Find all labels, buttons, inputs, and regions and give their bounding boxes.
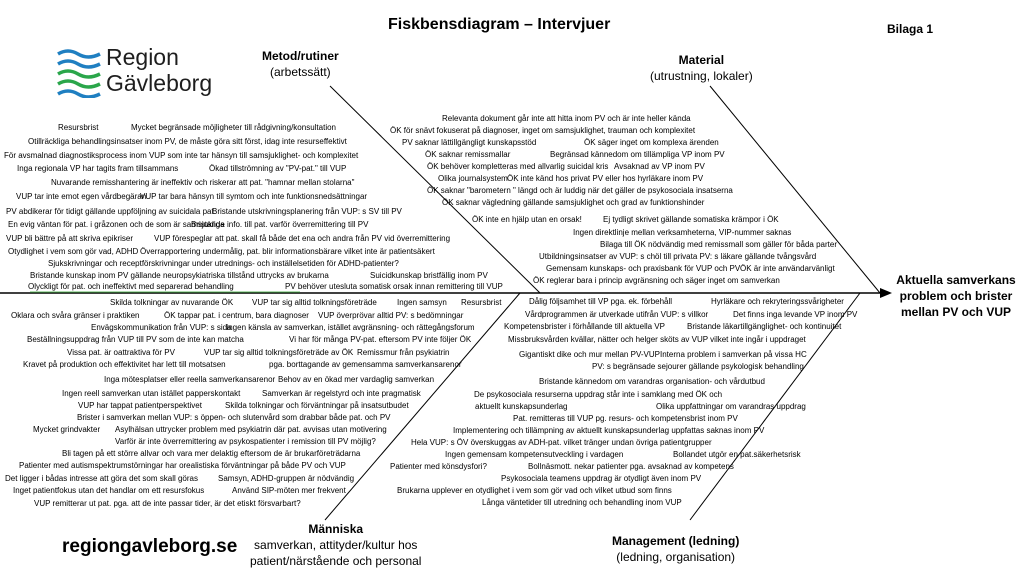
cause-people: Inget patientfokus utan det handlar om ett resursfokus (13, 486, 205, 495)
cause-people: Ingen reell samverkan utan istället papperskontakt (62, 389, 241, 398)
cause-people: Brister i samverkan mellan VUP: s öppen- och slutenvård som drabbar både pat. och PV (77, 413, 391, 422)
cause-people: pga. borttagande av gemensamma samverkansarenor (269, 360, 462, 369)
cause-people: Asylhälsan uttrycker problem med psykiatrin där pat. avvisas utan motivering (115, 425, 387, 434)
category-sub-2: patient/närstående och personal (250, 554, 422, 568)
cause-people: Remissmur från psykiatrin (357, 348, 450, 357)
cause-people: Beställningsuppdrag från VUP till PV som de inte kan matcha (27, 335, 244, 344)
cause-management: Vårdprogrammen är utverkade utifrån VUP: s villkor (525, 310, 709, 319)
cause-people: Vi har för många PV-pat. eftersom PV inte följer ÖK (289, 335, 472, 344)
cause-material: Olika journalsystem (438, 174, 508, 183)
cause-people: ÖK tappar pat. i centrum, bara diagnoser (164, 311, 309, 320)
cause-material: Gemensam kunskaps- och praxisbank för VUP och PV (546, 264, 741, 273)
cause-material: Bilaga till ÖK nödvändig med remissmall som gäller för båda parter (600, 240, 837, 249)
cause-material: Begränsad kännedom om tillämpliga VP inom PV (550, 150, 725, 159)
cause-material: ÖK säger inget om komplexa ärenden (584, 138, 719, 147)
cause-people: Varför är inte överremittering av psykospatienter i remission till PV möjlig? (115, 437, 376, 446)
cause-material: ÖK behöver kompletteras med allvarlig suicidal kris (427, 162, 609, 171)
cause-method: Otillräckliga behandlingsinsatser inom PV, de måste göra sitt först, idag inte resurseffektivt (28, 137, 347, 146)
attachment-label: Bilaga 1 (887, 22, 934, 36)
cause-method: VUP tar bara hänsyn till symtom och inte funktionsnedsättningar (140, 192, 368, 201)
cause-people: Resursbrist (461, 298, 502, 307)
cause-method: Bristande utskrivningsplanering från VUP: s SV till PV (212, 207, 402, 216)
cause-method: En evig väntan för pat. i gråzonen och de som är samsjukliga (8, 220, 225, 229)
cause-management: Patienter med könsdysfori? (390, 462, 487, 471)
cause-people: Skilda tolkningar och förväntningar på insatsutbudet (225, 401, 409, 410)
cause-method: Bristande info. till pat. varför överremittering till PV (191, 220, 369, 229)
cause-material: ÖK för snävt fokuserat på diagnoser, inget om samsjuklighet, trauman och komplexitet (390, 126, 696, 135)
cause-people: Skilda tolkningar av nuvarande ÖK (110, 298, 234, 307)
cause-people: Inga mötesplatser eller reella samverkansarenor (104, 375, 276, 384)
cause-material: ÖK är inte användarvänligt (740, 264, 835, 273)
cause-people: Behov av en ökad mer vardaglig samverkan (278, 375, 435, 384)
diagram-title: Fiskbensdiagram – Intervjuer (388, 16, 611, 33)
cause-management: Psykosociala teamens uppdrag är otydligt även inom PV (501, 474, 702, 483)
cause-people: VUP överprövar alltid PV: s bedömningar (318, 311, 464, 320)
cause-management: Bollnäsmott. nekar patienter pga. avsaknad av kompetens (528, 462, 734, 471)
cause-management: aktuellt kunskapsunderlag (475, 402, 568, 411)
cause-method: Inga regionala VP har tagits fram tillsammans (17, 164, 179, 173)
cause-material: ÖK saknar vägledning gällande samsjuklighet och grad av funktionshinder (442, 198, 705, 207)
cause-method: Överrapportering undermålig, pat. blir informationsbärare vilket inte är patientsäkert (140, 247, 435, 256)
cause-management: Missbruksvården kvällar, nätter och helger sköts av VUP vilket inte ingår i uppdraget (508, 335, 806, 344)
cause-people: Ingen känsla av samverkan, istället avgränsning- och rättegångsforum (226, 323, 475, 332)
category-sub: (ledning, organisation) (616, 550, 736, 564)
cause-material: ÖK saknar "barometern " längd och är luddig när det gäller de psykosociala insatserna (427, 186, 733, 195)
cause-management: Implementering och tillämpning av aktuellt kunskapsunderlag uppfattas saknas inom PV (453, 426, 765, 435)
cause-material: Avsaknad av VP inom PV (614, 162, 705, 171)
cause-method: PV behöver utesluta somatisk orsak innan remittering till VUP (285, 282, 503, 291)
cause-people: Samverkan är regelstyrd och inte pragmatisk (262, 389, 421, 398)
cause-management: Hyrläkare och rekryteringssvårigheter (711, 297, 844, 306)
cause-method: Mycket begränsade möjligheter till rådgivning/konsultation (131, 123, 336, 132)
cause-management: Bristande läkartillgänglighet- och kontinuitet (687, 322, 842, 331)
cause-people: Patienter med autismspektrumstörningar har orealistiska förväntningar på både PV och VUP (19, 461, 346, 470)
cause-management: PV: s begränsade sejourer gällande psykologisk behandling (592, 362, 804, 371)
cause-people: Oklara och svåra gränser i praktiken (11, 311, 140, 320)
category-heading: Metod/rutiner (262, 49, 339, 63)
cause-material: ÖK reglerar bara i princip avgränsning och säger inget om samverkan (533, 276, 780, 285)
category-heading: Material (678, 53, 725, 67)
cause-method: Sjukskrivningar och receptförskrivningar under utrednings- och inställelsetiden för ADHD-patienter? (48, 259, 399, 268)
cause-method: Resursbrist (58, 123, 99, 132)
cause-management: Ingen gemensam kompetensutveckling i vardagen (445, 450, 624, 459)
cause-management: Bristande kännedom om varandras organisation- och vårdutbud (539, 377, 765, 386)
cause-people: VUP har tappat patientperspektivet (78, 401, 202, 410)
logo-line-1: Region (106, 44, 179, 70)
cause-method: För avsmalnad diagnostiksprocess inom VUP som inte tar hänsyn till samsjuklighet- och komplexitet (4, 151, 359, 160)
cause-people: Bli tagen på ett större allvar och vara mer delaktig eftersom de är brukarföreträdarna (62, 449, 361, 458)
cause-method: Suicidkunskap bristfällig inom PV (370, 271, 488, 280)
cause-management: Gigantiskt dike och mur mellan PV-VUP (519, 350, 660, 359)
cause-management: Pat. remitteras till VUP pg. resurs- och kompetensbrist inom PV (513, 414, 738, 423)
cause-method: VUP bli bättre på att skriva epikriser (6, 234, 134, 243)
category-sub: (arbetssätt) (269, 65, 331, 79)
cause-method: VUP tar inte emot egen vårdbegäran (16, 192, 147, 201)
cause-method: Bristande kunskap inom PV gällande neuropsykiatriska tillstånd uttrycks av brukarna (30, 271, 329, 280)
logo-line-2: Gävleborg (106, 70, 213, 96)
cause-people: Samsyn, ADHD-gruppen är nödvändig (218, 474, 355, 483)
category-heading: Människa (308, 522, 364, 536)
cause-people: VUP tar sig alltid tolkningsföreträde av ÖK (204, 348, 354, 357)
cause-management: Kompetensbrister i förhållande till aktuella VP (504, 322, 665, 331)
cause-method: Ökad tillströmning av "PV-pat." till VUP (209, 164, 347, 173)
cause-management: De psykosociala resurserna uppdrag står inte i samklang med ÖK och (474, 390, 723, 399)
category-sub: (utrustning, lokaler) (650, 69, 753, 83)
cause-people: Mycket grindvakter (33, 425, 101, 434)
cause-method: PV abdikerar för tidigt gällande uppföljning av suicidala pat. (6, 207, 216, 216)
category-sub: samverkan, attityder/kultur hos (254, 538, 418, 552)
cause-management: Långa väntetider till utredning och behandling inom VUP (482, 498, 682, 507)
cause-management: Dålig följsamhet till VP pga. ek. förbehåll (529, 297, 673, 306)
cause-management: Olika uppfattningar om varandras uppdrag (656, 402, 806, 411)
cause-method: Olyckligt för pat. och ineffektivt med separerad behandling (28, 282, 234, 291)
cause-people: Det ligger i bådas intresse att göra det som skall göras (5, 474, 198, 483)
cause-people: VUP tar sig alltid tolkningsföreträde (252, 298, 377, 307)
cause-people: Ingen samsyn (397, 298, 447, 307)
cause-method: Otydlighet i vem som gör vad, ADHD (8, 247, 139, 256)
cause-material: Ej tydligt skrivet gällande somatiska krämpor i ÖK (603, 215, 779, 224)
cause-material: PV saknar lättillgängligt kunskapsstöd (402, 138, 537, 147)
cause-method: Nuvarande remisshantering är ineffektiv och riskerar att pat. "hamnar mellan stolarna" (51, 178, 355, 187)
website-url: regiongavleborg.se (62, 536, 238, 557)
cause-management: Bollandet utgör en pat.säkerhetsrisk (673, 450, 801, 459)
cause-method: VUP förespeglar att pat. skall få både det ena och andra från PV vid överremittering (154, 234, 451, 243)
cause-management: Det finns inga levande VP inom PV (733, 310, 858, 319)
cause-people: Vissa pat. är oattraktiva för PV (67, 348, 175, 357)
cause-management: Hela VUP: s ÖV överskuggas av ADH-pat. vilket tränger undan övriga patientgrupper (411, 438, 712, 447)
cause-management: Interna problem i samverkan på vissa HC (660, 350, 807, 359)
cause-management: Brukarna upplever en otydlighet i vem som gör vad och vilket utbud som finns (397, 486, 672, 495)
cause-people: Kravet på produktion och effektivitet har lett till motsatsen (23, 360, 226, 369)
cause-material: Ingen direktlinje mellan verksamheterna, VIP-nummer saknas (573, 228, 792, 237)
cause-people: VUP remitterar ut pat. pga. att de inte passar tider, är det etiskt försvarbart? (34, 499, 301, 508)
cause-people: Envägskommunikation från VUP: s sida (91, 323, 232, 332)
cause-material: ÖK inte känd hos privat PV eller hos hyrläkare inom PV (507, 174, 704, 183)
cause-material: ÖK inte en hjälp utan en orsak! (472, 215, 582, 224)
cause-material: Relevanta dokument går inte att hitta inom PV och är inte heller kända (442, 114, 691, 123)
cause-people: Använd SIP-möten mer frekvent (232, 486, 346, 495)
cause-material: Utbildningsinsatser av VUP: s chöl till privata PV: s läkare gällande tvångsvård (539, 252, 817, 261)
cause-material: ÖK saknar remissmallar (425, 150, 511, 159)
category-heading: Management (ledning) (612, 534, 740, 548)
effect-head: Aktuella samverkans problem och brister mellan PV och VUP (896, 273, 1016, 319)
spine-arrowhead (880, 288, 892, 298)
